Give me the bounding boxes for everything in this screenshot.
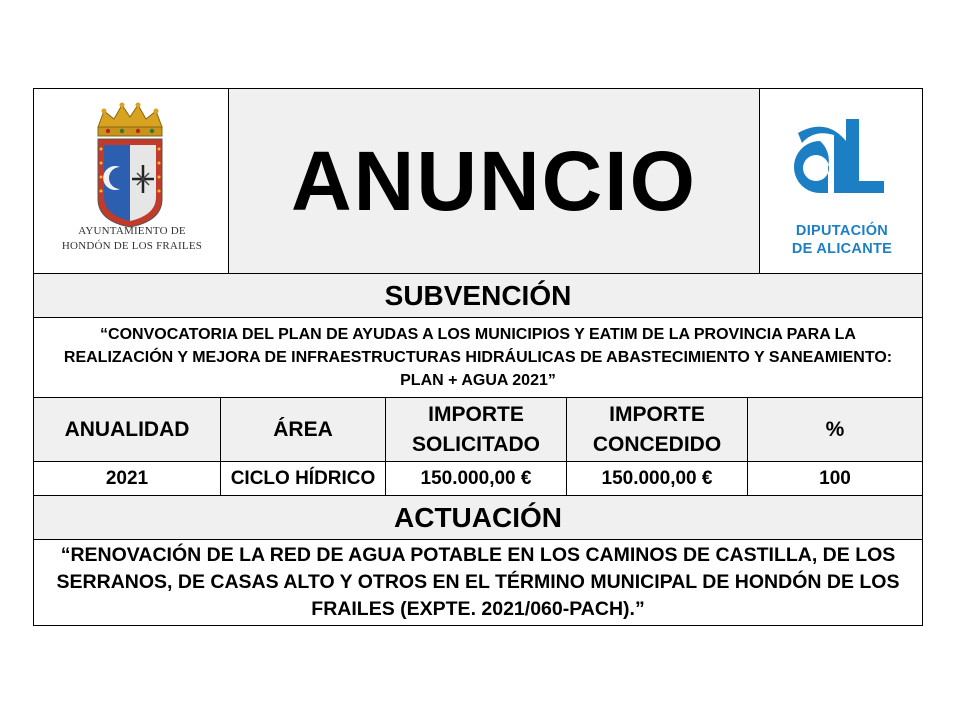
page-title: ANUNCIO <box>291 133 697 228</box>
table-header-importe-concedido: IMPORTE CONCEDIDO <box>566 397 748 462</box>
table-cell-percent: 100 <box>747 461 923 496</box>
table-cell-importe-solicitado: 150.000,00 € <box>385 461 567 496</box>
table-header-importe-solicitado: IMPORTE SOLICITADO <box>385 397 567 462</box>
table-cell-anualidad: 2021 <box>33 461 221 496</box>
table-cell-importe-concedido: 150.000,00 € <box>566 461 748 496</box>
diputacion-label-line1: DIPUTACIÓN <box>795 223 889 239</box>
ayuntamiento-label-line1: AYUNTAMIENTO DE <box>78 225 186 237</box>
actuacion-heading-text: ACTUACIÓN <box>394 501 562 533</box>
subvencion-heading <box>33 273 923 318</box>
table-header-area: ÁREA <box>220 397 386 462</box>
actuacion-description-text: “RENOVACIÓN DE LA RED DE AGUA POTABLE EN LOS CAMINOS DE CASTILLA, DE LOS SERRANOS, DE CASAS ALTO Y OTROS EN EL TÉRMINO MUNICIPAL DE HONDÓN DE LOS FRAILES (EXPTE. 2021/060-PACH).” <box>56 544 900 620</box>
table-header-anualidad: ANUALIDAD <box>33 397 221 462</box>
subvencion-heading-text: SUBVENCIÓN <box>384 279 572 311</box>
table-header-percent: % <box>747 397 923 462</box>
actuacion-heading <box>33 495 923 540</box>
right-logo-cell <box>759 88 923 274</box>
actuacion-description <box>33 539 923 626</box>
title-cell <box>228 88 760 274</box>
diputacion-label-line2: DE ALICANTE <box>791 241 893 257</box>
subvencion-description-text: “CONVOCATORIA DEL PLAN DE AYUDAS A LOS MUNICIPIOS Y EATIM DE LA PROVINCIA PARA LA REALIZACIÓN Y MEJORA DE INFRAESTRUCTURAS HIDRÁULICAS DE ABASTECIMIENTO Y SANEAMIENTO: PLAN + AGUA 2021” <box>63 326 893 389</box>
left-logo-cell <box>33 88 229 274</box>
table-cell-area: CICLO HÍDRICO <box>220 461 386 496</box>
subvencion-description <box>33 317 923 398</box>
ayuntamiento-label-line2: HONDÓN DE LOS FRAILES <box>61 240 203 252</box>
